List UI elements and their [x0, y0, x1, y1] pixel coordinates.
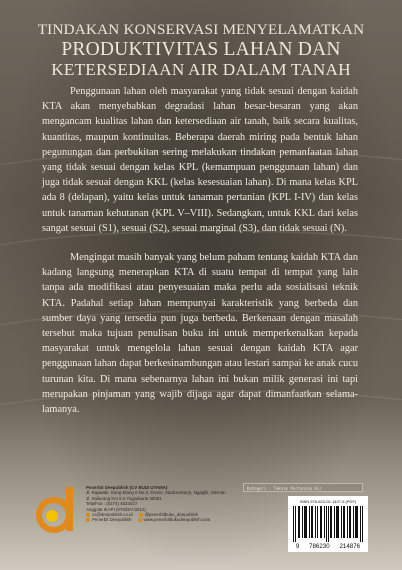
- synopsis: [42, 84, 358, 417]
- publisher-web-row: [86, 517, 246, 522]
- email-icon: [86, 513, 90, 517]
- isbn-barcode: [288, 496, 368, 552]
- barcode-icon: [292, 506, 364, 542]
- publisher-ikapi: Anggota IKAPI (076/DIY/2012): [86, 506, 146, 512]
- barcode-digits: [288, 543, 368, 550]
- publisher-name: Penerbit Deepublish (CV BUDI UTAMA): [86, 485, 168, 490]
- globe-icon: [138, 518, 142, 522]
- publisher-instagram: @penerbitbuku_deepublish: [144, 512, 199, 518]
- synopsis-paragraph-1: Penggunaan lahan oleh masyarakat yang tidak sesuai dengan kaidah KTA akan menyebabkan degradasi lahan besar-besaran yang akan mengancam kualitas lahan dan ketersediaan air tanah, baik secara kualitas, kuantitas, maupun kontinuitas. Beberapa daerah miring pada bentuk lahan pegunungan dan perbukitan sering melakukan tindakan pemanfaatan lahan yang tidak sesuai dengan kelas KPL (kemampuan penggunaan lahan) dan juga tidak sesuai dengan KKL (kelas kesesuaian lahan). Di mana kelas KPL ada 8 (delapan), yaitu kelas untuk tanaman pertanian (KPL I-IV) dan kelas untuk tanaman kehutanan (KPL V–VIII). Sedangkan, untuk KKL dari kelas sangat sesuai (S1), sesuai (S2), sesuai marginal (S3), dan tidak sesuai (N).: [42, 86, 358, 234]
- publisher-address-2: Jl. Kaliurang Km 9,3 Yogyakarta 55581: [86, 495, 162, 501]
- publisher-info: [86, 485, 246, 523]
- website-contact: [138, 517, 211, 522]
- publisher-block: [36, 483, 236, 541]
- publisher-facebook: Penerbit Deepublish: [92, 517, 132, 523]
- publisher-address-1: Jl. Rajawali, Gang Elang 6 No.3, Drono, Sardonoharjo, Ngaglik, Sleman: [86, 490, 226, 496]
- barcode-digit-prefix: 9: [295, 543, 300, 550]
- title-line-2: PRODUKTIVITAS LAHAN DAN: [61, 38, 341, 60]
- publisher-email: cs@deepublish.co.id: [92, 512, 133, 518]
- barcode-digit-group-2: 214876: [339, 543, 361, 550]
- facebook-icon: [86, 518, 90, 522]
- synopsis-paragraph-2: Mengingat masih banyak yang belum paham tentang kaidah KTA dan kadang langsung menerapkan KTA di suatu tempat di tempat yang lain tanpa ada modifikasi atau penyesuaian maka perlu ada sosialisasi teknik KTA. Padahal setiap lahan mempunyai karakteristik yang berbeda dan sumber daya yang tersedia pun juga berbeda. Berkenaan dengan masalah tersebut maka tujuan penulisan buku ini untuk memperkenalkan kepada masyarakat untuk mengelola lahan sesuai dengan kaidah KTA agar penggunaan lahan dapat berkesinambungan atau lestari sampai ke anak cucu turunan kita. Di mana sebenarnya lahan ini bukan milik generasi ini tapi merupakan pinjaman yang wajib dijaga agar dapat dimanfaatkan selama-lamanya.: [42, 252, 358, 416]
- title-line-1: TINDAKAN KONSERVASI MENYELAMATKAN: [37, 21, 365, 38]
- book-title: [0, 22, 402, 79]
- category-label: Kategori : Teknik Pertanian Air: [243, 483, 363, 492]
- title-line-3: KETERSEDIAAN AIR DALAM TANAH: [51, 60, 351, 80]
- isbn-label: ISBN 978-623-02-1407-5 (PDF): [299, 499, 357, 504]
- publisher-logo-icon: [36, 485, 80, 537]
- barcode-digit-group-1: 786230: [309, 543, 330, 550]
- publisher-phone: Telp/Fax : (0274) 4533427: [86, 501, 138, 507]
- instagram-icon: [139, 513, 143, 517]
- publisher-website: www.penerbitbukudeepublish.com: [143, 517, 211, 523]
- facebook-contact: [86, 517, 132, 522]
